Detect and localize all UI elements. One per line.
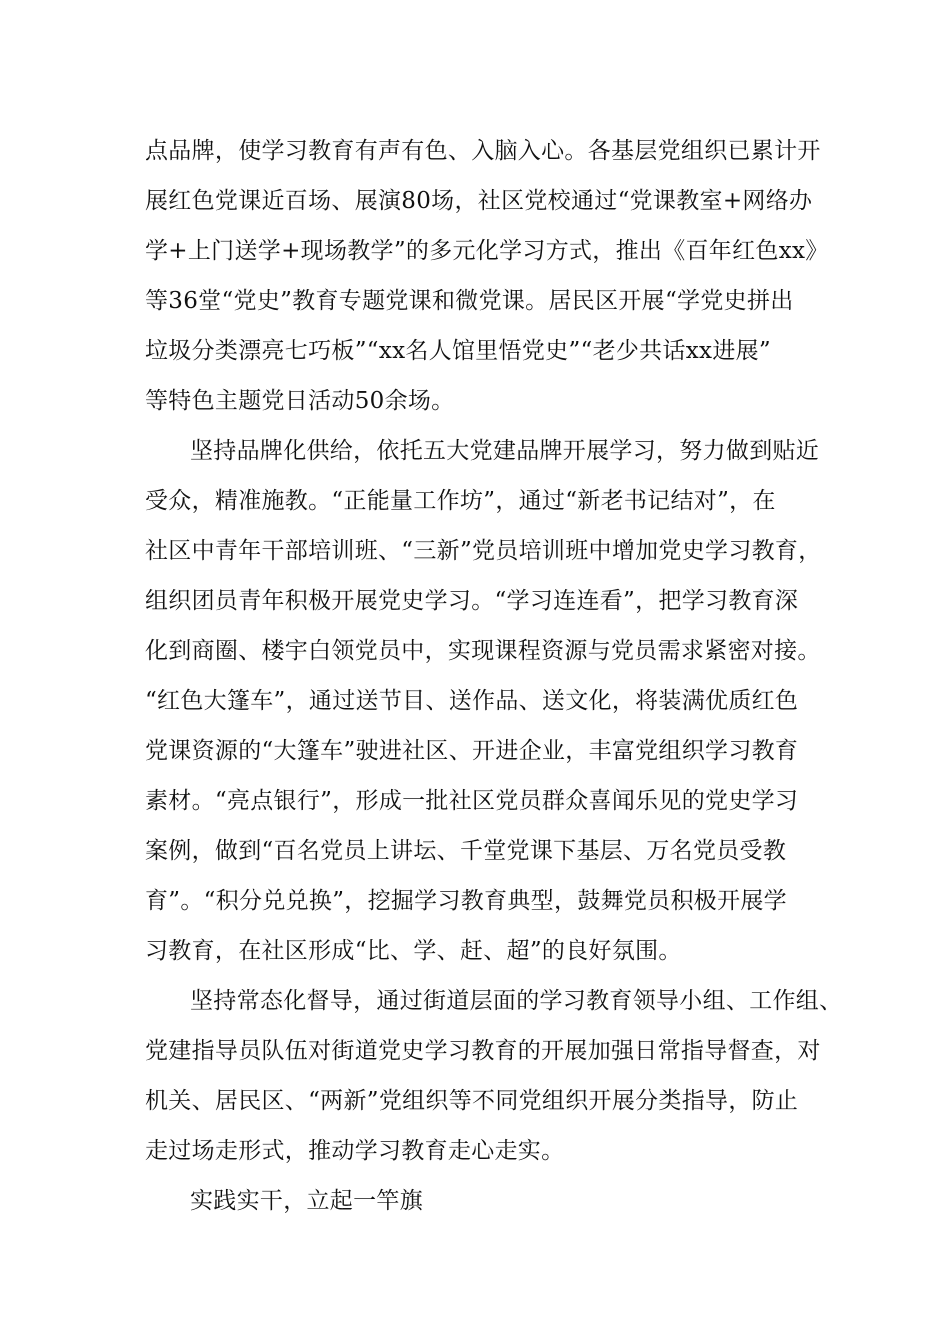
text-line: 社区中青年干部培训班、“三新”党员培训班中增加党史学习教育， [145,538,822,564]
text-line: 垃圾分类漂亮七巧板”“xx名人馆里悟党史”“老少共话xx进展” [145,338,771,364]
text-line: 机关、居民区、“两新”党组织等不同党组织开展分类指导，防止 [145,1088,799,1114]
paragraph-start-line: 坚持常态化督导，通过街道层面的学习教育领导小组、工作组、 [190,988,843,1014]
text-line: 素材。“亮点银行”，形成一批社区党员群众喜闻乐见的党史学习 [145,788,799,814]
text-line: 等36堂“党史”教育专题党课和微党课。居民区开展“学党史拼出 [145,288,794,314]
text-line: 走过场走形式，推动学习教育走心走实。 [145,1138,565,1164]
text-line: 党建指导员队伍对街道党史学习教育的开展加强日常指导督查，对 [145,1038,821,1064]
text-line: 学+上门送学+现场教学”的多元化学习方式，推出《百年红色xx》 [145,238,829,264]
paragraph-start-line: 坚持品牌化供给，依托五大党建品牌开展学习，努力做到贴近 [190,438,820,464]
text-line: 党课资源的“大篷车”驶进社区、开进企业，丰富党组织学习教育 [145,738,799,764]
text-line: 展红色党课近百场、展演80场，社区党校通过“党课教室+网络办 [145,188,813,214]
text-line: 化到商圈、楼宇白领党员中，实现课程资源与党员需求紧密对接。 [145,638,821,664]
text-line: 案例，做到“百名党员上讲坛、千堂党课下基层、万名党员受教 [145,838,787,864]
text-line: 等特色主题党日活动50余场。 [145,388,455,414]
text-line: 受众，精准施教。“正能量工作坊”，通过“新老书记结对”，在 [145,488,776,514]
section-heading: 实践实干，立起一竿旗 [190,1188,423,1214]
text-line: 育”。“积分兑兑换”，挖掘学习教育典型，鼓舞党员积极开展学 [145,888,787,914]
text-line: 组织团员青年积极开展党史学习。“学习连连看”，把学习教育深 [145,588,799,614]
text-line: 习教育，在社区形成“比、学、赶、超”的良好氛围。 [145,938,682,964]
text-line: 点品牌，使学习教育有声有色、入脑入心。各基层党组织已累计开 [145,138,821,164]
text-line: “红色大篷车”，通过送节目、送作品、送文化，将装满优质红色 [145,688,799,714]
